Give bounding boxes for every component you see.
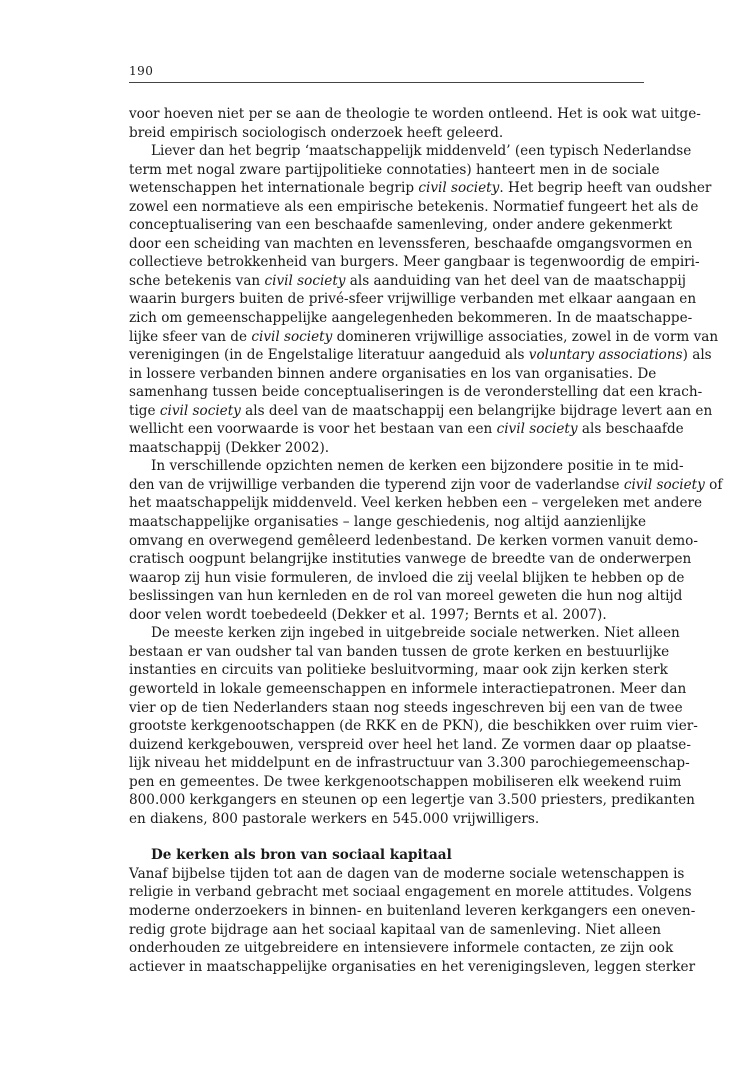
text-line bbox=[129, 402, 713, 421]
text-segment: breid empirisch sociologisch onderzoek heeft geleerd. bbox=[129, 124, 504, 141]
text-segment: beslissingen van hun kernleden en de rol van moreel geweten die hun nog altijd bbox=[129, 588, 683, 605]
text-segment: Vanaf bijbelse tijden tot aan de dagen van de moderne sociale wetenschappen is bbox=[129, 865, 685, 882]
text-line bbox=[129, 810, 644, 829]
text-segment: 800.000 kerkgangers en steunen op een legertje van 3.500 priesters, predikanten bbox=[129, 792, 695, 809]
page-number: 190 bbox=[129, 64, 154, 78]
text-line bbox=[129, 476, 723, 495]
text-segment: omvang en overwegend gemêleerd ledenbestand. De kerken vormen vanuit demo- bbox=[129, 532, 698, 549]
text-line bbox=[129, 124, 644, 143]
text-line bbox=[129, 179, 712, 198]
text-line bbox=[129, 754, 690, 773]
text-line bbox=[129, 420, 684, 439]
text-segment: term met nogal zware partijpolitieke connotaties) hanteert men in de sociale bbox=[129, 161, 660, 178]
text-segment: maatschappelijke organisaties – lange geschiedenis, nog altijd aanzienlijke bbox=[129, 514, 647, 531]
text-segment: of bbox=[704, 476, 723, 493]
text-segment: voor hoeven niet per se aan de theologie te worden ontleend. Het is ook wat uitge- bbox=[129, 106, 701, 122]
text-segment: lijke sfeer van de bbox=[129, 328, 252, 345]
text-segment: duizend kerkgebouwen, verspreid over heel het land. Ze vormen daar op plaatse- bbox=[129, 736, 691, 753]
text-line bbox=[129, 921, 661, 940]
text-line bbox=[129, 680, 687, 699]
italic-term: civil society bbox=[264, 272, 346, 289]
text-line bbox=[129, 624, 680, 643]
italic-term: civil society bbox=[251, 328, 333, 345]
text-segment: redig grote bijdrage aan het sociaal kapitaal van de samenleving. Niet alleen bbox=[129, 921, 661, 938]
text-segment: als aanduiding van het deel van de maatschappij bbox=[345, 272, 686, 289]
text-line bbox=[129, 235, 693, 254]
text-segment: moderne onderzoekers in binnen- en buitenland leveren kerkgangers een oneven- bbox=[129, 902, 696, 919]
header-rule bbox=[129, 82, 644, 83]
text-line bbox=[129, 216, 673, 235]
text-line bbox=[129, 142, 692, 161]
text-segment: wellicht een voorwaarde is voor het bestaan van een bbox=[129, 421, 497, 438]
text-line bbox=[129, 550, 692, 569]
body-text bbox=[129, 105, 723, 976]
text-segment: pen en gemeentes. De twee kerkgenootschappen mobiliseren elk weekend ruim bbox=[129, 773, 682, 790]
text-segment: als beschaafde bbox=[577, 421, 684, 438]
text-line bbox=[129, 699, 683, 718]
text-segment: actiever in maatschappelijke organisaties en het verenigingsleven, leggen sterker bbox=[129, 958, 696, 975]
text-segment: instanties en circuits van politieke besluitvorming, maar ook zijn kerken sterk bbox=[129, 662, 668, 679]
text-segment: onderhouden ze uitgebreidere en intensievere informele contacten, ze zijn ook bbox=[129, 940, 674, 957]
text-segment: verenigingen (in de Engelstalige literatuur aangeduid als bbox=[129, 347, 529, 364]
text-line bbox=[129, 791, 695, 810]
text-line bbox=[129, 606, 644, 625]
text-line bbox=[129, 643, 670, 662]
text-line bbox=[129, 309, 693, 328]
text-line bbox=[129, 383, 703, 402]
text-line bbox=[129, 532, 698, 551]
text-segment: sche betekenis van bbox=[129, 272, 265, 289]
text-segment: collectieve betrokkenheid van burgers. Meer gangbaar is tegenwoordig de empiri- bbox=[129, 254, 700, 271]
italic-term: civil society bbox=[159, 402, 241, 419]
italic-term: civil society bbox=[623, 476, 705, 493]
text-segment: bestaan er van oudsher tal van banden tussen de grote kerken en bestuurlijke bbox=[129, 643, 670, 660]
text-line bbox=[129, 865, 685, 884]
text-segment: zich om gemeenschappelijke aangelegenheden bekommeren. In de maatschappe- bbox=[129, 310, 693, 327]
italic-term: civil society bbox=[418, 180, 500, 197]
text-line bbox=[129, 198, 699, 217]
text-line bbox=[129, 587, 683, 606]
text-line bbox=[129, 736, 691, 755]
text-segment: cratisch oogpunt belangrijke instituties vanwege de breedte van de onderwerpen bbox=[129, 551, 692, 568]
text-line bbox=[129, 883, 692, 902]
text-line bbox=[129, 290, 697, 309]
text-segment: samenhang tussen beide conceptualiseringen is de veronderstelling dat een krach- bbox=[129, 384, 703, 401]
text-segment: Liever dan het begrip ‘maatschappelijk middenveld’ (een typisch Nederlandse bbox=[151, 143, 692, 160]
text-segment: zowel een normatieve als een empirische betekenis. Normatief fungeert het als de bbox=[129, 198, 699, 215]
text-segment: In verschillende opzichten nemen de kerken een bijzondere positie in te mid- bbox=[151, 458, 684, 475]
text-line bbox=[129, 328, 719, 347]
text-segment: door velen wordt toebedeeld (Dekker et al. 1997; Bernts et al. 2007). bbox=[129, 606, 607, 623]
text-segment: in lossere verbanden binnen andere organisaties en los van organisaties. De bbox=[129, 365, 657, 382]
text-segment: lijk niveau het middelpunt en de infrastructuur van 3.300 parochiegemeenschap- bbox=[129, 755, 690, 772]
text-segment: ) als bbox=[682, 347, 712, 364]
text-segment: als deel van de maatschappij een belangrijke bijdrage levert aan en bbox=[240, 402, 713, 419]
text-line bbox=[129, 346, 712, 365]
text-segment: domineren vrijwillige associaties, zowel in de vorm van bbox=[332, 328, 719, 345]
text-segment: geworteld in lokale gemeenschappen en informele interactiepatronen. Meer dan bbox=[129, 680, 687, 697]
text-line bbox=[129, 161, 660, 180]
text-line bbox=[129, 569, 685, 588]
text-line bbox=[129, 365, 657, 384]
text-segment: den van de vrijwillige verbanden die typerend zijn voor de vaderlandse bbox=[129, 476, 624, 493]
section-heading: De kerken als bron van sociaal kapitaal bbox=[151, 847, 452, 864]
text-segment: wetenschappen het internationale begrip bbox=[129, 180, 419, 197]
text-segment: . Het begrip heeft van oudsher bbox=[499, 180, 712, 197]
italic-term: voluntary associations bbox=[528, 347, 683, 364]
text-line bbox=[129, 717, 698, 736]
text-segment: het maatschappelijk middenveld. Veel kerken hebben een – vergeleken met andere bbox=[129, 495, 703, 512]
text-line bbox=[129, 773, 682, 792]
text-line bbox=[129, 457, 684, 476]
text-segment: door een scheiding van machten en levenssferen, beschaafde omgangsvormen en bbox=[129, 235, 693, 252]
text-line bbox=[129, 105, 701, 124]
text-line bbox=[129, 939, 674, 958]
text-line bbox=[129, 439, 644, 458]
text-line bbox=[129, 661, 668, 680]
text-segment: vier op de tien Nederlanders staan nog steeds ingeschreven bij een van de twee bbox=[129, 699, 683, 716]
text-line bbox=[129, 272, 686, 291]
text-line bbox=[129, 253, 700, 272]
text-segment: religie in verband gebracht met sociaal engagement en morele attitudes. Volgens bbox=[129, 884, 692, 901]
text-line bbox=[129, 902, 696, 921]
text-segment: De meeste kerken zijn ingebed in uitgebreide sociale netwerken. Niet alleen bbox=[151, 625, 680, 642]
text-segment: en diakens, 800 pastorale werkers en 545.000 vrijwilligers. bbox=[129, 810, 540, 827]
text-segment: waarop zij hun visie formuleren, de invloed die zij veelal blijken te hebben op de bbox=[129, 569, 685, 586]
text-line bbox=[129, 494, 703, 513]
italic-term: civil society bbox=[496, 421, 578, 438]
text-segment: tige bbox=[129, 402, 160, 419]
text-line bbox=[129, 958, 696, 977]
text-segment: waarin burgers buiten de privé-sfeer vrijwillige verbanden met elkaar aangaan en bbox=[129, 291, 697, 308]
text-segment: grootste kerkgenootschappen (de RKK en de PKN), die beschikken over ruim vier- bbox=[129, 718, 698, 735]
text-segment: maatschappij (Dekker 2002). bbox=[129, 439, 330, 456]
text-line bbox=[129, 513, 647, 532]
text-segment: conceptualisering van een beschaafde samenleving, onder andere gekenmerkt bbox=[129, 217, 673, 234]
